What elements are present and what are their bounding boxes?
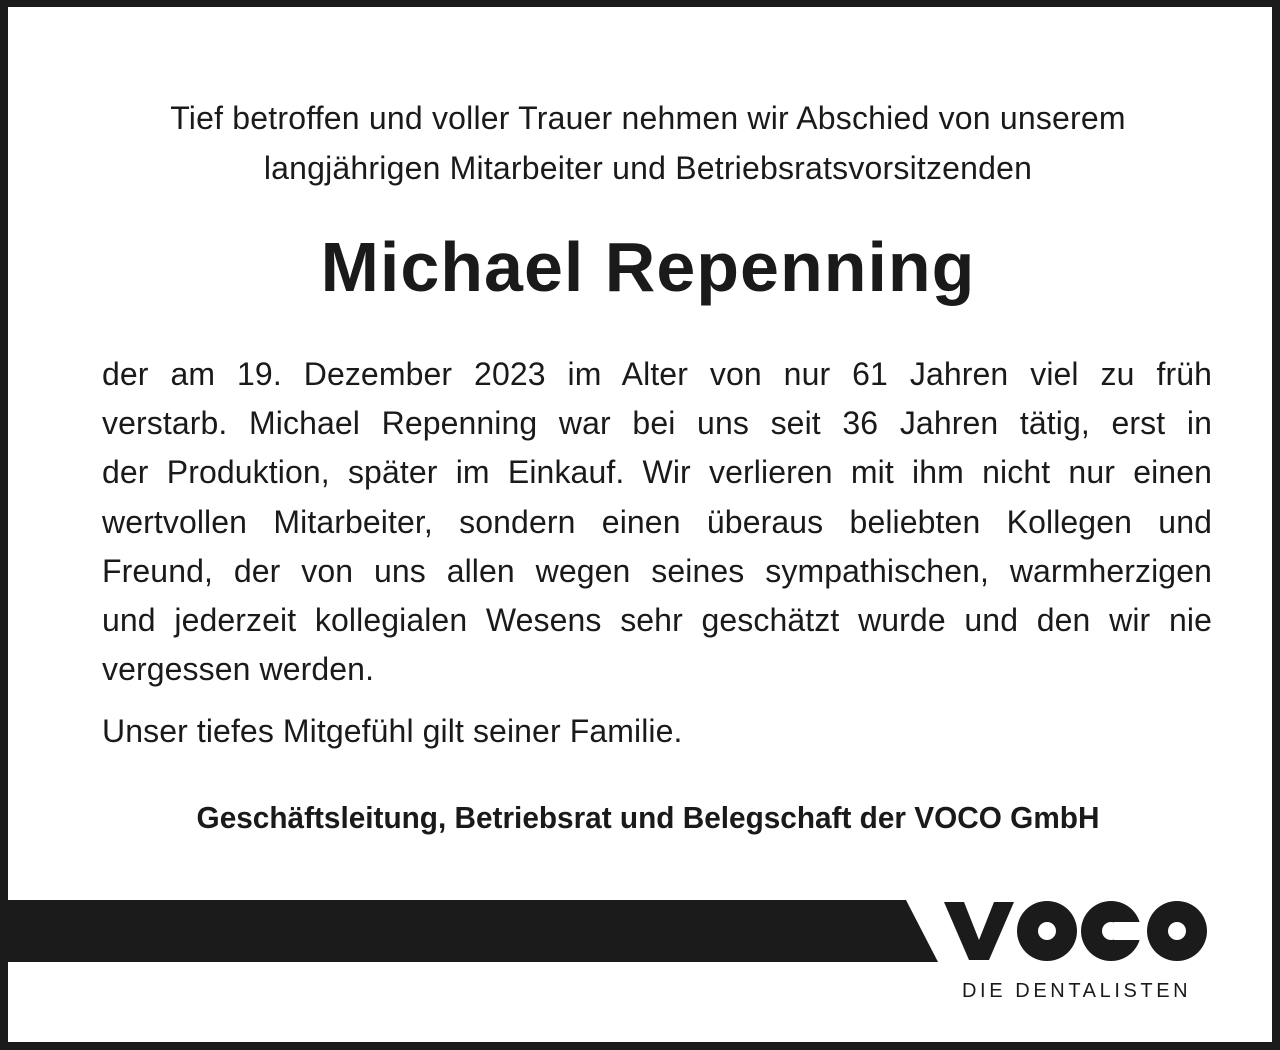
- body-line-1: der am 19. Dezember 2023 im Alter von nur 61 Jahren viel zu früh: [102, 356, 1212, 392]
- intro-text: [8, 93, 1280, 193]
- body-line-5: Freund, der von uns allen wegen seines sympathischen, warmherzigen: [102, 552, 1212, 589]
- body-line-2: verstarb. Michael Repenning war bei uns seit 36 Jahren tätig, erst in: [102, 405, 1212, 442]
- logo-letter-v: [944, 902, 1014, 960]
- closing-line: Unser tiefes Mitgefühl gilt seiner Familie.: [102, 713, 683, 749]
- body-line-3: der Produktion, später im Einkauf. Wir verlieren mit ihm nicht nur einen: [102, 454, 1212, 491]
- intro-line-1: Tief betroffen und voller Trauer nehmen wir Abschied von unserem: [170, 100, 1126, 136]
- signature-line: Geschäftsleitung, Betriebsrat und Belegschaft der VOCO GmbH: [196, 800, 1100, 835]
- body-paragraph: [102, 350, 1212, 694]
- logo-letter-c: [1081, 901, 1144, 961]
- body-line-4: wertvollen Mitarbeiter, sondern einen überaus beliebten Kollegen und: [102, 503, 1212, 540]
- logo-tagline: DIE DENTALISTEN: [962, 980, 1192, 1002]
- voco-logo: [944, 898, 1210, 964]
- body-line-7: vergessen werden.: [102, 651, 375, 688]
- body-line-6: und jederzeit kollegialen Wesens sehr geschätzt wurde und den wir nie: [102, 602, 1212, 639]
- intro-line-2: langjährigen Mitarbeiter und Betriebsratsvorsitzenden: [263, 150, 1033, 186]
- decorative-band: [8, 900, 948, 962]
- deceased-name: Michael Repenning: [320, 228, 976, 306]
